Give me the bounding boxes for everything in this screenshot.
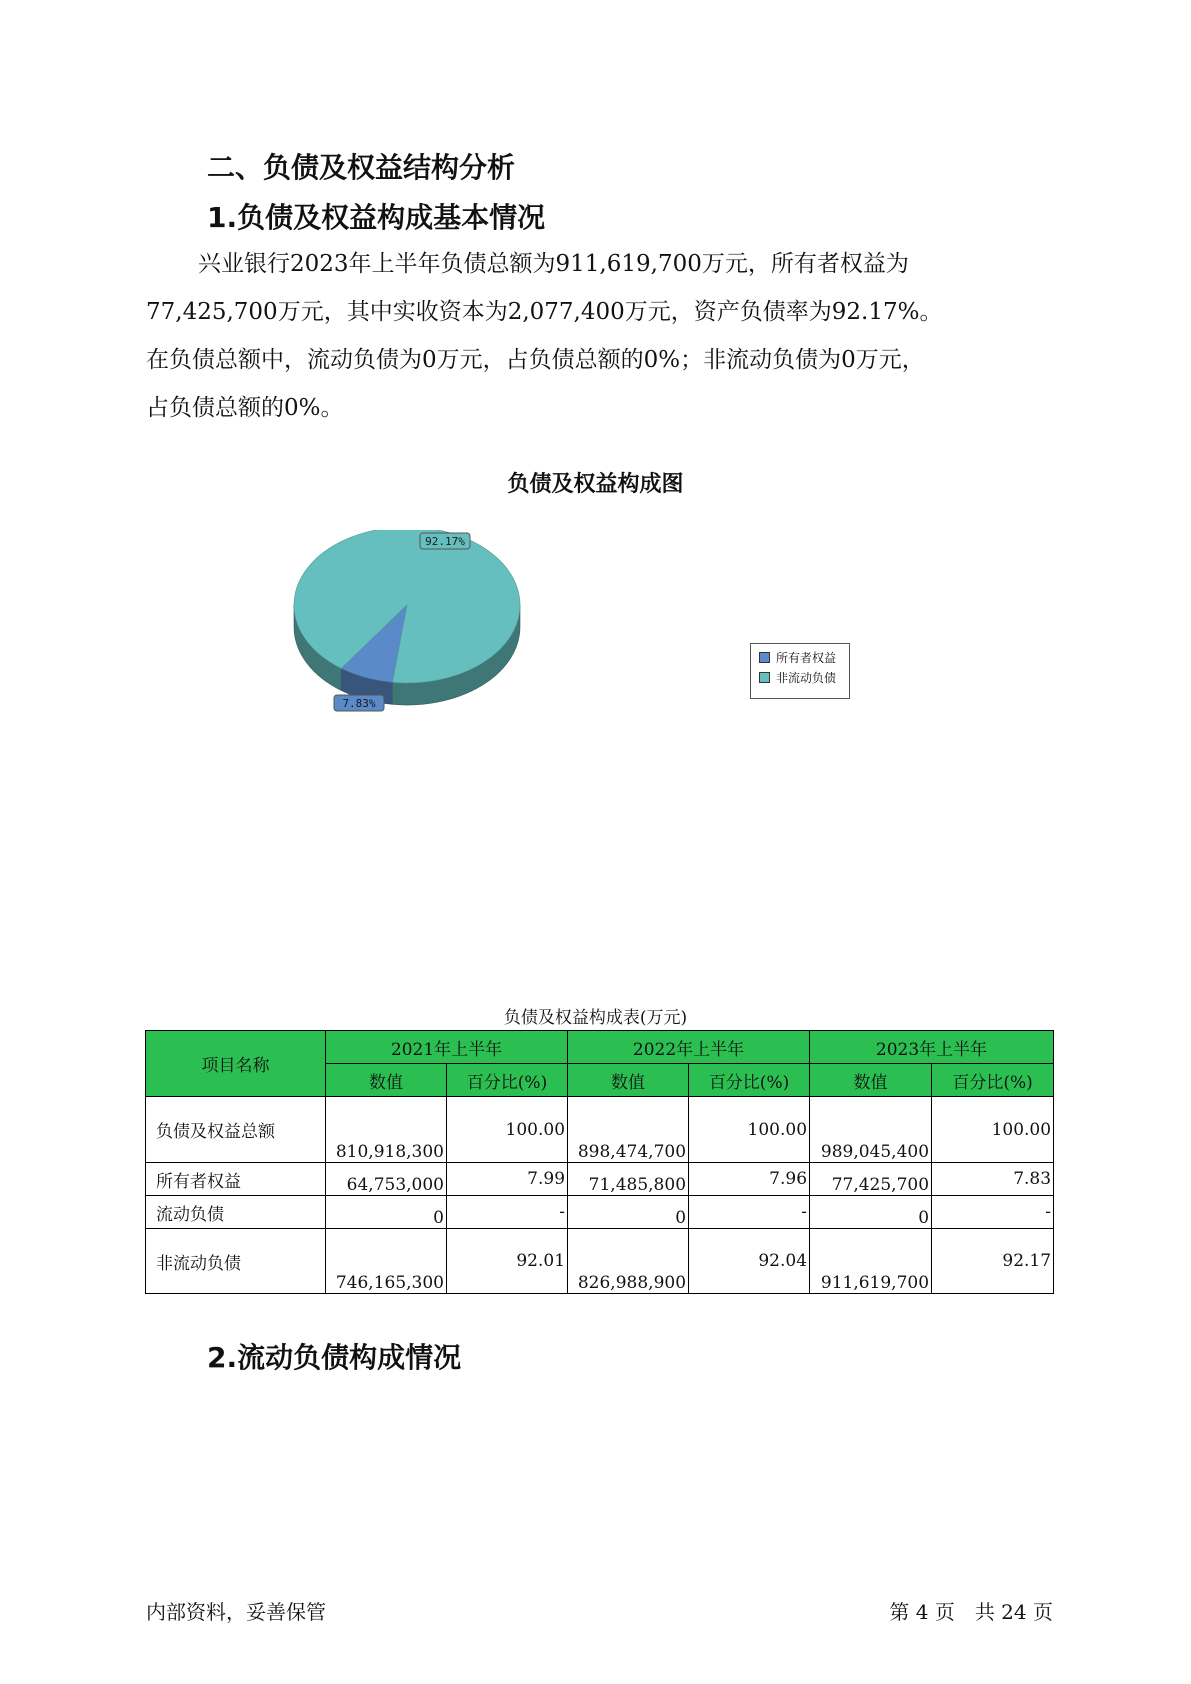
liability-equity-table	[145, 1030, 1054, 1294]
percent-header: 百分比(%)	[932, 1064, 1054, 1097]
subsection-title-2: 2.流动负债构成情况	[207, 1341, 462, 1374]
row-label: 负债及权益总额	[146, 1097, 326, 1163]
value-cell: 64,753,000	[326, 1163, 447, 1196]
legend-swatch-noncurrent	[759, 672, 770, 683]
legend-swatch-equity	[759, 652, 770, 663]
value-cell: 77,425,700	[810, 1163, 932, 1196]
percent-cell: 100.00	[689, 1097, 810, 1163]
pie-top	[294, 530, 520, 683]
year-header-2023: 2023年上半年	[810, 1031, 1054, 1064]
percent-header: 百分比(%)	[689, 1064, 810, 1097]
percent-cell: 7.96	[689, 1163, 810, 1196]
value-header: 数值	[326, 1064, 447, 1097]
value-cell: 746,165,300	[326, 1229, 447, 1294]
footer-page-number: 第 4 页 共 24 页	[889, 1600, 1053, 1624]
percent-cell: -	[689, 1196, 810, 1229]
value-header: 数值	[568, 1064, 689, 1097]
value-cell: 71,485,800	[568, 1163, 689, 1196]
legend-item-equity	[759, 650, 849, 664]
percent-cell: 100.00	[447, 1097, 568, 1163]
value-cell: 911,619,700	[810, 1229, 932, 1294]
percent-cell: -	[932, 1196, 1054, 1229]
percent-cell: -	[447, 1196, 568, 1229]
subsection-title-1: 1.负债及权益构成基本情况	[207, 201, 546, 234]
year-header-2021: 2021年上半年	[326, 1031, 568, 1064]
table-row	[146, 1097, 1054, 1163]
value-header: 数值	[810, 1064, 932, 1097]
pie-label-0: 7.83%	[342, 697, 376, 710]
percent-cell: 92.17	[932, 1229, 1054, 1294]
value-cell: 0	[568, 1196, 689, 1229]
row-label: 非流动负债	[146, 1229, 326, 1294]
summary-paragraph	[146, 240, 1054, 432]
paragraph-line-1: 兴业银行2023年上半年负债总额为911,619,700万元，所有者权益为	[198, 251, 909, 277]
value-cell: 0	[810, 1196, 932, 1229]
percent-header: 百分比(%)	[447, 1064, 568, 1097]
footer-confidential: 内部资料，妥善保管	[146, 1600, 326, 1624]
legend-label-equity: 所有者权益	[776, 650, 837, 665]
item-name-header: 项目名称	[146, 1031, 326, 1097]
chart-legend	[750, 643, 850, 699]
section-title: 二、负债及权益结构分析	[207, 151, 516, 184]
value-cell: 898,474,700	[568, 1097, 689, 1163]
pie-slice-1	[294, 530, 520, 683]
pie-label-1: 92.17%	[425, 535, 465, 548]
row-label: 所有者权益	[146, 1163, 326, 1196]
paragraph-line-3: 在负债总额中，流动负债为0万元，占负债总额的0%；非流动负债为0万元，	[146, 347, 925, 373]
paragraph-line-4: 占负债总额的0%。	[146, 395, 344, 421]
value-cell: 826,988,900	[568, 1229, 689, 1294]
percent-cell: 7.83	[932, 1163, 1054, 1196]
table-row	[146, 1229, 1054, 1294]
value-cell: 989,045,400	[810, 1097, 932, 1163]
row-label: 流动负债	[146, 1196, 326, 1229]
percent-cell: 92.04	[689, 1229, 810, 1294]
legend-item-noncurrent	[759, 670, 849, 684]
percent-cell: 92.01	[447, 1229, 568, 1294]
table-row	[146, 1163, 1054, 1196]
pie-chart	[290, 530, 590, 790]
table-caption: 负债及权益构成表(万元)	[503, 1008, 688, 1028]
value-cell: 810,918,300	[326, 1097, 447, 1163]
year-header-2022: 2022年上半年	[568, 1031, 810, 1064]
percent-cell: 100.00	[932, 1097, 1054, 1163]
table-row	[146, 1196, 1054, 1229]
percent-cell: 7.99	[447, 1163, 568, 1196]
chart-title: 负债及权益构成图	[507, 472, 684, 497]
legend-label-noncurrent: 非流动负债	[776, 670, 837, 685]
paragraph-line-2: 77,425,700万元，其中实收资本为2,077,400万元，资产负债率为92.17%。	[146, 299, 943, 325]
value-cell: 0	[326, 1196, 447, 1229]
